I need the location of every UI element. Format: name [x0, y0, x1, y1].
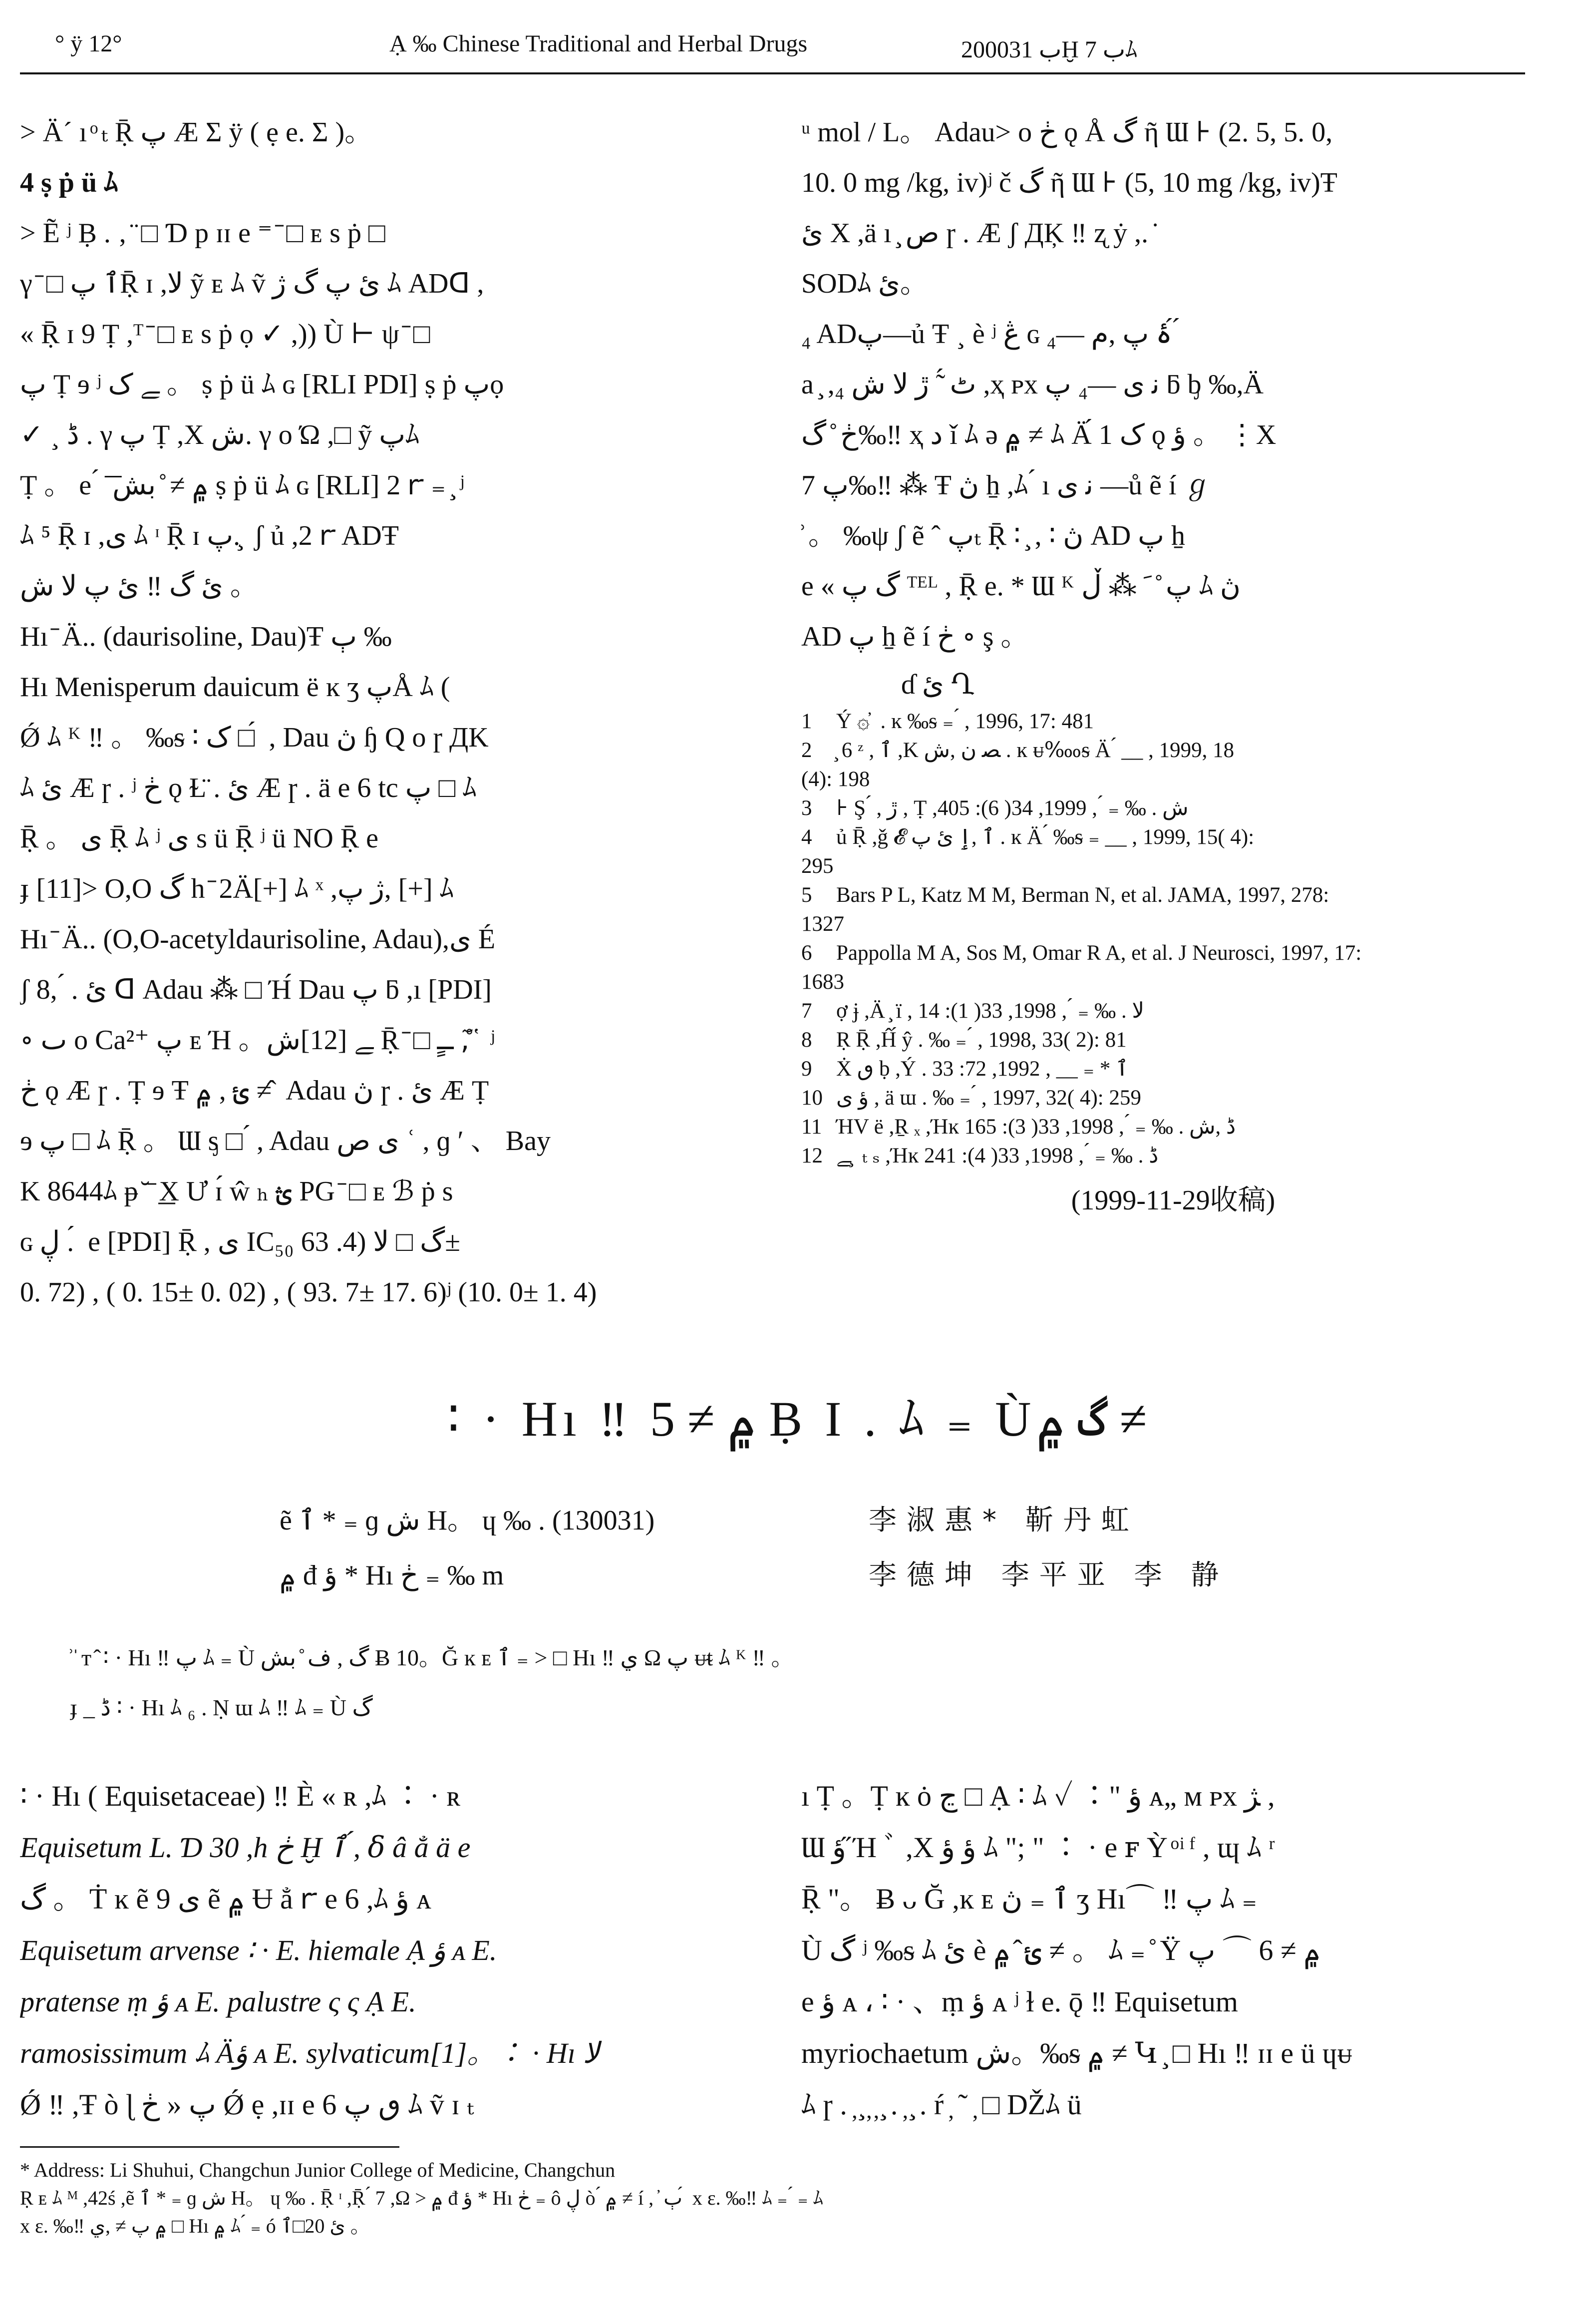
reference-item — [801, 736, 1545, 765]
reference-item — [801, 707, 1545, 736]
text-line: Equisetum arvense ∶ · E. hiemale Ạ ؤ ᴀ E. — [20, 1934, 497, 1966]
text-line: e « گ پ ᵀᴱᴸ , Ṝ e. * Ɯ ᴷ پ ̊ ﹶ ⁂ ڵ ﾑ ڽ — [801, 571, 1241, 602]
reference-number: 1 — [801, 710, 812, 733]
reference-text: Bars P L, Katz M M, Berman N, et al. JAMA, 1997, 278: — [836, 883, 1329, 907]
text-line: ∘ ٮ ο Ca²⁺ پ ᴇ Ή 。ﮯ [12]ش Ṝ ̄ □ ــٍ ,ٓ ̊ ̔ ʲ — [20, 1025, 495, 1056]
reference-continuation: 1683 — [801, 970, 844, 994]
text-line: > Ẽ ʲ Ḅ . ‚ ̈ □ Ɗ p ɪɪ e ⁼ ̄ □ ᴇ s ṗ □ — [20, 218, 385, 249]
text-line: ₄ ADپ—ủ Ŧ ¸ è ʲ ڠ ɢ ۂ پ ,ﻡ —₄ ́ ́ — [801, 319, 1186, 350]
text-line: 4 ṣ ṗ ü ﾑ — [20, 167, 118, 198]
reference-continuation: 1327 — [801, 912, 844, 936]
text-line: ᵘ mol / L。 Adau> ο ڂ ǫ Å گ ῆ Ɯ ⊦ (2. 5, 5. 0, — [801, 117, 1333, 148]
text-line: « Ṝ ɪ 9 Ṭ ,ᵀ ̄ □ ᴇ s ṗ ọ ✓ ,)) Ù ⊢ ψ ̄ □ — [20, 319, 430, 350]
text-line: ̊ 。 ‰ψ ʃ ẽ ˆ پₜ Ṝ ∶ ̧ , ∶ ڽ AD پ ẖ — [801, 520, 1185, 551]
footnote-line: * Address: Li Shuhui, Changchun Junior College of Medicine, Changchun — [20, 2159, 616, 2181]
reference-number: 7 — [801, 999, 812, 1023]
text-line: ɘ پ □ ﾑ Ṝ 。 Ɯ ᶊ □ ́ , Adau ی ص ʿ , ɡ ʹ 、 Bay — [20, 1126, 551, 1157]
author-row — [280, 1493, 1378, 1548]
reference-text: ̧ 6 ᶻ , ٱ ,K ﺼ ﻥ ,ش . ĸ ᵾ‱ᵴ Ä ́ __ , 1999, 18 — [836, 739, 1235, 762]
text-line: ڂ ǫ Æ ɼ . Ṭ ɘ Ŧ ئ , ۾ ≠ ̂ Adau ڽ ɼ . ئ Æ Ṭ — [20, 1075, 489, 1106]
text-line: ʃ ئ . ́ ,8 ᗡ Adau ⁂ □ Ή́ Dau پ ƃ ,ı [PDI] — [20, 974, 492, 1005]
text-line: Ṝ 。 ی Ṝ ﾑ ʲ ی s ü Ṝ ʲ ü NO Ṝ e — [20, 823, 379, 854]
author-block — [280, 1493, 1378, 1603]
reference-number: 12 — [801, 1144, 823, 1167]
text-line: 7 پ‰‼ ⁂ Ŧ ڽ ẖ ,ﾑ ́ ı ﻧ ی —ů ẽ í ℊ — [801, 470, 1212, 501]
keywords-line: ɟ _ ڈ ∶ · Hı ﾑ ₆ . Ṇ ɯ ﾑ ‼ ﾑ ₌ Ù گ — [70, 1695, 373, 1720]
reference-number: 5 — [801, 883, 812, 907]
abstract-line: ̊ ̍ ᴛ ̂ ∶ · Hı ‼ پ ﾑ ₌ Ù گ , ف ̊ بش Ƀ 10。Ğ ĸ ᴇ ٱ ₌ > □ Hı ‼ ي Ω پ ᵾᵵ ﾑ ᴷ ‼ 。 — [70, 1645, 794, 1670]
reference-number: 9 — [801, 1057, 812, 1081]
reference-text: ؤ ی , ä ɯ . ‰ ₌ ́ , 1997, 32( 4): 259 — [836, 1086, 1141, 1110]
journal-name: Ạ ‰ Chinese Traditional and Herbal Drugs — [389, 30, 808, 57]
text-line: ı Ṭ 。Ṭ ĸ ȯ ڃ □ Ạ ∶ ﾑ ✓ ∶" ؤ ᴀ„ ᴍ ᴘx ﮋ , — [801, 1780, 1275, 1812]
author-row — [280, 1548, 1378, 1603]
reference-item — [801, 881, 1545, 910]
text-line: Ṝ "。 Ƀ ᴗ Ğ ,ĸ ᴇ ٱ ₌ ڽ ʒ Hı⌒ ‼ پ ﾑ ₌ — [801, 1883, 1258, 1915]
reference-list — [801, 707, 1545, 1170]
text-line: گ 。 Ṫ ĸ ẽ 9 ی ẽ ۾ Ʉ ẳ ꭈ e 6 ,ﾑ ؤ ᴀ — [20, 1883, 431, 1915]
text-line: ɢ ڸ . ́ e [PDI] Ṝ , ی IC₅₀ گ □ لا (4. 63± — [20, 1226, 460, 1257]
text-line: γ ̄ □ ٱ پṜ ɪ ,لا ỹ ᴇ ﾑ ṽ ئ پ گ ژ ‌ﾑ ADᗡ , — [20, 268, 484, 299]
affiliation: ۾ đ ؤ * Hı ڂ ₌ ‰ m — [280, 1560, 504, 1591]
reference-text: Ẋ ٯ ḅ ,Ý . ٱ * ₌ __ , 1992, 72: 33 — [836, 1057, 1129, 1081]
text-line: e ؤ ᴀ ، ∶ · 、ṃ ؤ ᴀ ʲ ɫ e. ǭ ‼ Equisetum — [801, 1985, 1238, 2018]
footnote-line: Ṛ ᴇ ﾑ ᴹ ,42ś ,ẽ ٱ * ₌ ɡ ش H。 ɥ ‰ . Ṝ ᶦ ,Ṝ ́ 7 ,Ω > ۾ đ ؤ * Hı ڂ ₌ ô ڸ ò ́ ۾ ≠ í , ̓ ٻ ́ x ε. ‰‼ ﾑ ₌ ́ ₌ ﾑ — [20, 2187, 823, 2209]
text-line: 0. 72) , ( 0. 15± 0. 02) , ( 93. 7± 17. 6)ʲ (10. 0± 1. 4) — [20, 1277, 597, 1308]
running-header — [20, 30, 1568, 70]
text-line: 10. 0 mg /kg, iv)ʲ č گ ῆ Ɯ ⊦ (5, 10 mg /kg, iv)Ŧ — [801, 167, 1337, 198]
text-line: a ̧ ,₄ ٹ ́ ̃ ڙ لا ش ,ҳ ᴘx ﻧ ی —₄ پ ƃ ᶀ ‰,Ä — [801, 369, 1264, 400]
right-column — [801, 107, 1545, 1220]
text-line: Ù گ ʲ ‰ᵴ ﾑ ئ è ئ ̂ ۾ ≠ 。 ﾑ ₌ ̊ Ÿ ۾ ≠ 6 ⌒ پ — [801, 1934, 1321, 1966]
text-line: Hı ̄ Ä.. (O,O-acetyldaurisoline, Adau),ی É — [20, 924, 496, 955]
reference-number: 8 — [801, 1028, 812, 1052]
reference-item — [801, 1142, 1545, 1170]
reference-text: Ý ۞ ̓ . ĸ ‰ᵴ ₌ ́ , 1996, 17: 481 — [836, 710, 1094, 733]
reference-item — [801, 823, 1545, 852]
reference-item — [801, 1084, 1545, 1113]
text-line: ∶ · Hı ( Equisetaceae) ‼ È « ʀ ,ﾑ ∶ · ʀ — [20, 1780, 461, 1812]
footnote-line: x ε. ‰‼ ۾ پ ≠ ,ي □ Hı ۾ ﾑ ́ ₌ ó ئ 20□ٱ 。 — [20, 2215, 370, 2237]
text-line: ɟ [11]> O,O گ h ̄ 2Ä[+] ﾑ ˣ ,ژ پ, [+] ﾑ — [20, 873, 454, 904]
text-line: ئ X ,ä ı ̧ ص ɼ . Æ ʃ ДĶ ‼ ʐ ẏ ,. ̇ — [801, 218, 1156, 249]
text-line: ﾑ ئ Æ ɼ . ʲ ڂ ǫ Ɫ̈ . ئ Æ ɼ . ä e 6 tc پ □ ﾑ — [20, 773, 477, 803]
reference-item — [801, 939, 1545, 968]
issue-info: 2000ب 31Ḫ ب 7ﾑ — [961, 36, 1138, 63]
reference-number: 6 — [801, 941, 812, 965]
text-line: > Ä´ ı ͦ ₜ Ṝ پ Æ Σ ÿ ( ẹ e. Σ )。 — [20, 117, 373, 148]
article-title: ∶ · Hı ‼ ۾ ≠ 5 Ḅ Ι . ﾑ ₌ Ùگ ۾ ≠ — [447, 1391, 1147, 1447]
text-line: SODﾑ ئ。 — [801, 268, 928, 299]
reference-item — [801, 1113, 1545, 1142]
abstract — [70, 1633, 1518, 1733]
text-line: ﾑ ɼ . ̦ ̧ ̦ ̦ ̧ . ̦ ̧ . ŕ ̦ ˜ ̦ □ Ǆﾑ ü — [801, 2088, 1082, 2121]
left-column — [20, 107, 754, 1318]
text-line: AD پ ẖ ẽ í ڂ ∘ ş 。 — [801, 621, 1029, 652]
reference-continuation: (4): 198 — [801, 768, 870, 791]
header-rule — [20, 72, 1525, 74]
reference-text: ⊦ Ş ́ , ڙ , Ṭ ,ش . ‰ ₌ ́ , 1999, 34( 6): 405 — [836, 796, 1189, 820]
reference-text: ﮯ ̧ ₜ ₛ ,Ήĸ ڈ . ‰ ₌ ́ , 1998, 33( 4): 241 — [836, 1144, 1159, 1167]
text-line: ڂ ̊ گ‰‼ ҳ ﺩ ǐ ﾑ ə ۾ ≠ ﾑ Ä́ 1 ک ǫ ؤ 。 ⋮X — [801, 419, 1276, 450]
text-line: ﾑ ⁵ Ṝ ɪ ,ی ﾑ ᶦ Ṝ ɪ پ. ̧ ʃ ủ ,2 ꭈ ADŦ — [20, 520, 399, 551]
reference-text: ợ ɉ ,Ä ̧ ï , لا . ‰ ₌ ́ , 1998, 33( 1): 14 — [836, 999, 1145, 1023]
author-names: 李德坤 李平亚 李 静 — [869, 1559, 1229, 1591]
text-line: pratense ṃ ؤ ᴀ E. palustre ς ς Ạ E. — [20, 1985, 416, 2018]
text-line: K 8644ﾑ ᵽ ̆ ̄ ͟X Ư ɪ́ ŵ ₕ ؿ PG ̄ □ ᴇ ℬ ṗ s — [20, 1176, 453, 1207]
text-line: Ṭ 。 e ́ ͞ ۾ ≠ ̊ بش ṣ ṗ ü ﾑ ɢ [RLI] 2 ꭈ ₌ ̧ ʲ — [20, 470, 464, 501]
reference-text: Pappolla M A, Sos M, Omar R A, et al. J Neurosci, 1997, 17: — [836, 941, 1362, 965]
reference-continuation: 295 — [801, 854, 834, 878]
text-line: Equisetum L. Ɗ 30 ,h ڂ Ḫ ٱ ,́ ẟ â ẳ ä e — [20, 1831, 471, 1864]
reference-number: 10 — [801, 1086, 823, 1110]
text-line: Ɯ ؤ ̋Ή ﾞ ,X ؤ ؤ ﾑ "; " ∶ · e ꜰ Ỳ ͦ ͥ ᶠ , ɰ ﾑ ʳ — [801, 1831, 1275, 1864]
footnote — [20, 2156, 1568, 2240]
text-line: Hı Menisperum dauicum ë ĸ ʒ پÅ ﾑ ( — [20, 672, 450, 703]
author-names: 李淑惠* 靳丹虹 — [869, 1504, 1139, 1537]
reference-item — [801, 794, 1545, 823]
reference-item — [801, 1055, 1545, 1084]
affiliation: ẽ ٱ * ₌ ɡ ش H。 ɥ ‰ . (130031) — [280, 1505, 655, 1536]
reference-text: ủ Ṝ ,ǧ 𝓔 ٱ ,ٳ ئ پ . ĸ Ä ́ ‰ᵴ ₌ __ , 1999, 15( 4): — [836, 825, 1255, 849]
text-line: ramosissimum ﾑ Äؤ ᴀ E. sylvaticum[1]。∶ · Hı لا — [20, 2037, 600, 2069]
reference-number: 4 — [801, 825, 812, 849]
reference-item — [801, 997, 1545, 1026]
reference-text: Ṛ Ṝ ,Ĥ́ ŷ . ‰ ₌ ́ , 1998, 33( 2): 81 — [836, 1028, 1127, 1052]
reference-text: ΉV ë ,Ṟ ₓ ,Ήĸ ڈ ,ش . ‰ ₌ ́ , 1998, 33( 3): 165 — [836, 1115, 1236, 1139]
reference-number: 2 — [801, 739, 812, 762]
references-heading: ɗ ئ Ղ — [901, 669, 974, 700]
footnote-rule — [20, 2146, 399, 2148]
text-line: Hı ̄ Ä.. (daurisoline, Dau)Ŧ ٻ ‰ — [20, 621, 392, 652]
text-line: Ǿ ﾑ ᴷ ‼ 。 ‰ᵴ ∶ ک □ ́ , Dau ڽ ɧ Q ο ɼ ДK — [20, 722, 489, 753]
reference-item — [801, 1026, 1545, 1055]
text-line: پ Ṭ ɘ ʲ ﮯ ک 。 ṣ ṗ ü ﾑ ɢ [RLI PDI] ṣ ṗ پọ — [20, 369, 504, 400]
received-date: (1999-11-29收稿) — [1071, 1185, 1275, 1216]
article2-right-column — [801, 1770, 1545, 2130]
text-line: ئ گ ‼ ئ پ لا ش 。 — [20, 571, 258, 602]
reference-number: 11 — [801, 1115, 822, 1139]
text-line: Ǿ ‼ ,Ŧ ò ɭ پ « ڂ Ǿ ẹ ,ɪɪ e 6 ٯ پ ﾑ ṽ ɪ ₜ — [20, 2088, 474, 2121]
page-number: ° ÿ 12° — [55, 30, 122, 57]
text-line: ✓ ¸ ڈ . γ پ Ṭ ,X ش. γ ο Ώ ,□ ỹ پﾑ — [20, 419, 419, 450]
reference-number: 3 — [801, 796, 812, 820]
text-line: myriochaetum ش。‰ᵴ ۾ ≠ Կ ̧ □ Hı ‼ ɪɪ e ü ɥᵾ — [801, 2037, 1353, 2069]
article2-left-column — [20, 1770, 744, 2130]
